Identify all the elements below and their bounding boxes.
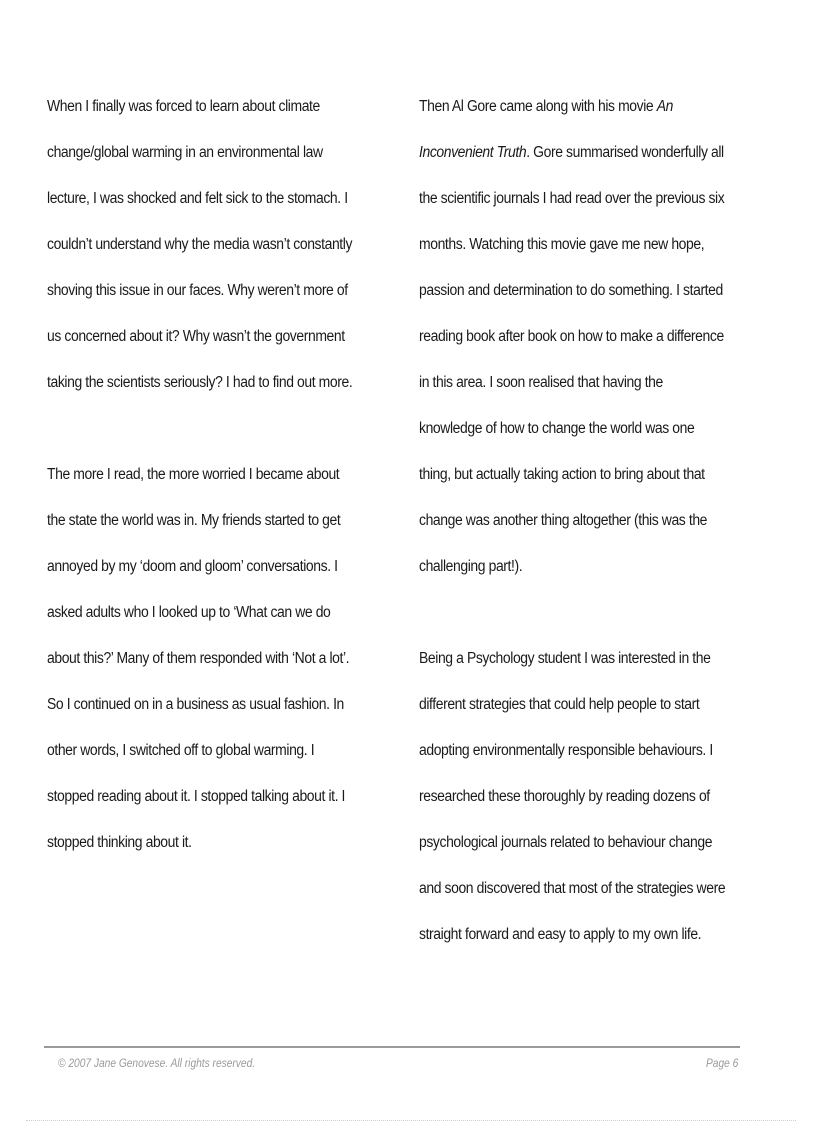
text-line: researched these thoroughly by reading dozens of xyxy=(419,788,710,805)
footer-divider xyxy=(44,1046,740,1048)
text-run: Then Al Gore came along with his movie xyxy=(419,98,657,115)
left-column xyxy=(47,84,377,866)
text-line: months. Watching this movie gave me new hope, xyxy=(419,236,705,253)
text-line: lecture, I was shocked and felt sick to the stomach. I xyxy=(47,190,348,207)
text-line: in this area. I soon realised that having the xyxy=(419,374,663,391)
text-line: taking the scientists seriously? I had to find out more. xyxy=(47,374,353,391)
text-line: us concerned about it? Why wasn’t the government xyxy=(47,328,345,345)
text-line: stopped reading about it. I stopped talking about it. I xyxy=(47,788,346,805)
text-run: . Gore summarised wonderfully all xyxy=(526,144,724,161)
movie-title-italic: An xyxy=(656,98,674,115)
text-line: asked adults who I looked up to ‘What can we do xyxy=(47,604,331,621)
text-line: about this?’ Many of them responded with ‘Not a lot’. xyxy=(47,650,350,667)
text-line: and soon discovered that most of the strategies were xyxy=(419,880,726,897)
footer-copyright: © 2007 Jane Genovese. All rights reserved. xyxy=(58,1056,256,1070)
paragraph-al-gore xyxy=(419,84,749,590)
text-line: psychological journals related to behaviour change xyxy=(419,834,713,851)
text-line: different strategies that could help people to start xyxy=(419,696,700,713)
paragraph-more-i-read xyxy=(47,452,377,866)
text-line: shoving this issue in our faces. Why weren’t more of xyxy=(47,282,348,299)
paragraph-psychology-student xyxy=(419,636,749,958)
text-line: reading book after book on how to make a difference xyxy=(419,328,724,345)
text-line: couldn’t understand why the media wasn’t constantly xyxy=(47,236,353,253)
paragraph-gap xyxy=(47,406,377,452)
text-line: Being a Psychology student I was interested in the xyxy=(419,650,711,667)
paragraph-climate-lecture xyxy=(47,84,377,406)
text-line: change was another thing altogether (this was the xyxy=(419,512,708,529)
paragraph-gap xyxy=(419,590,749,636)
text-line: The more I read, the more worried I became about xyxy=(47,466,340,483)
footer-page-number: Page 6 xyxy=(706,1056,739,1070)
text-line: the state the world was in. My friends started to get xyxy=(47,512,341,529)
text-line xyxy=(419,84,716,130)
text-line: So I continued on in a business as usual fashion. In xyxy=(47,696,344,713)
text-line: challenging part!). xyxy=(419,558,523,575)
text-line: thing, but actually taking action to bring about that xyxy=(419,466,705,483)
text-line: the scientific journals I had read over the previous six xyxy=(419,190,725,207)
text-line: other words, I switched off to global warming. I xyxy=(47,742,315,759)
text-line xyxy=(419,130,724,176)
text-line: When I finally was forced to learn about climate xyxy=(47,98,320,115)
movie-title-italic: Inconvenient Truth xyxy=(419,144,527,161)
text-line: annoyed by my ‘doom and gloom’ conversations. I xyxy=(47,558,338,575)
text-line: change/global warming in an environmental law xyxy=(47,144,323,161)
text-line: straight forward and easy to apply to my own life. xyxy=(419,926,702,943)
text-line: knowledge of how to change the world was one xyxy=(419,420,695,437)
right-column xyxy=(419,84,749,958)
page-bottom-edge xyxy=(26,1120,796,1121)
text-line: passion and determination to do something. I started xyxy=(419,282,723,299)
text-line: stopped thinking about it. xyxy=(47,834,192,851)
text-line: adopting environmentally responsible behaviours. I xyxy=(419,742,713,759)
